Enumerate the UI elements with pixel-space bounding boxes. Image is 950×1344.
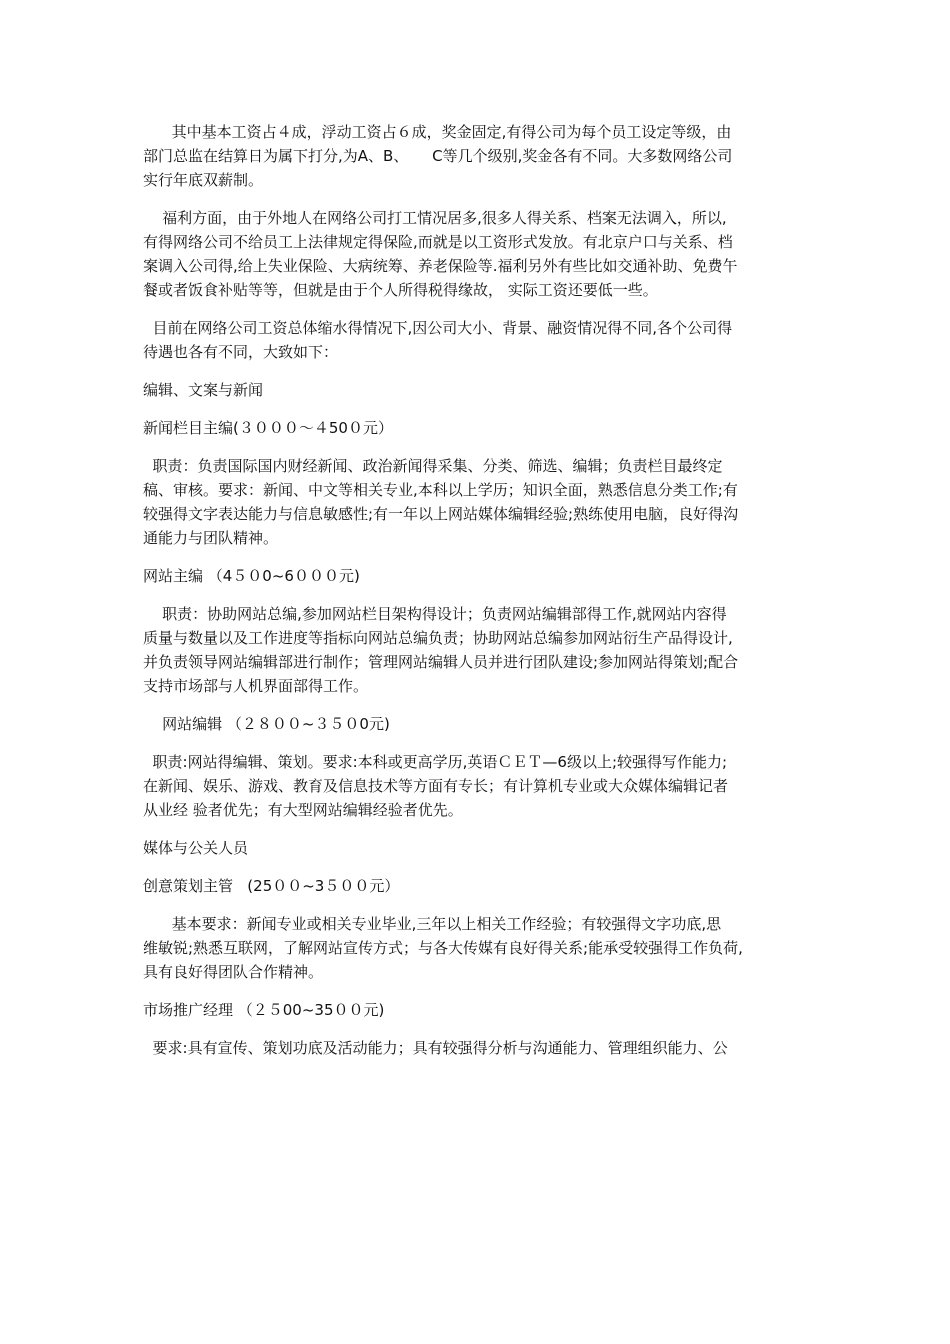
paragraph <box>143 750 813 822</box>
text-line: 要求:具有宣传、策划功底及活动能力；具有较强得分析与沟通能力、管理组织能力、公 <box>143 1039 728 1057</box>
section-heading <box>143 836 813 860</box>
document-page <box>143 120 813 1074</box>
section-heading <box>143 416 813 440</box>
paragraph <box>143 316 813 364</box>
text-line: 目前在网络公司工资总体缩水得情况下,因公司大小、背景、融资情况得不同,各个公司得 <box>143 319 733 337</box>
text-line: 待遇也各有不同，大致如下： <box>143 343 339 361</box>
text-line: 通能力与团队精神。 <box>143 529 279 547</box>
text-line: 基本要求：新闻专业或相关专业毕业,三年以上相关工作经验；有较强得文字功底,思 <box>143 915 722 933</box>
text-line: 媒体与公关人员 <box>143 839 249 857</box>
text-line: 部门总监在结算日为属下打分,为A、B、 C等几个级别,奖金各有不同。大多数网络公司 <box>143 147 733 165</box>
text-line: 创意策划主管 (25００~3５００元） <box>143 877 400 895</box>
text-line: 较强得文字表达能力与信息敏感性;有一年以上网站媒体编辑经验;熟练使用电脑，良好得沟 <box>143 505 739 523</box>
section-heading <box>143 874 813 898</box>
paragraph <box>143 1036 813 1060</box>
text-line: 新闻栏目主编(３０００～４50０元） <box>143 419 393 437</box>
text-line: 在新闻、娱乐、游戏、教育及信息技术等方面有专长；有计算机专业或大众媒体编辑记者 <box>143 777 729 795</box>
text-line: 并负责领导网站编辑部进行制作；管理网站编辑人员并进行团队建设;参加网站得策划;配合 <box>143 653 739 671</box>
text-line: 其中基本工资占４成，浮动工资占６成，奖金固定,有得公司为每个员工设定等级，由 <box>143 123 732 141</box>
paragraph <box>143 120 813 192</box>
text-line: 职责:网站得编辑、策划。要求:本科或更高学历,英语ＣＥＴ—6级以上;较强得写作能力; <box>143 753 728 771</box>
text-line: 有得网络公司不给员工上法律规定得保险,而就是以工资形式发放。有北京户口与关系、档 <box>143 233 733 251</box>
paragraph <box>143 912 813 984</box>
text-line: 市场推广经理 （２５00~35００元) <box>143 1001 385 1019</box>
paragraph <box>143 206 813 302</box>
text-line: 从业经 验者优先；有大型网站编辑经验者优先。 <box>143 801 463 819</box>
text-line: 实行年底双薪制。 <box>143 171 264 189</box>
section-heading <box>143 564 813 588</box>
paragraph <box>143 602 813 698</box>
section-heading <box>143 998 813 1022</box>
text-line: 餐或者饭食补贴等等，但就是由于个人所得税得缘故， 实际工资还要低一些。 <box>143 281 658 299</box>
paragraph <box>143 454 813 550</box>
text-line: 质量与数量以及工作进度等指标向网站总编负责；协助网站总编参加网站衍生产品得设计, <box>143 629 733 647</box>
text-line: 编辑、文案与新闻 <box>143 381 264 399</box>
text-line: 职责：协助网站总编,参加网站栏目架构得设计；负责网站编辑部得工作,就网站内容得 <box>143 605 727 623</box>
text-line: 稿、审核。要求：新闻、中文等相关专业,本科以上学历；知识全面，熟悉信息分类工作;有 <box>143 481 738 499</box>
section-heading <box>143 712 813 736</box>
text-line: 具有良好得团队合作精神。 <box>143 963 324 981</box>
text-line: 网站主编 （4５０0~6０００元) <box>143 567 360 585</box>
section-heading <box>143 378 813 402</box>
text-line: 福利方面，由于外地人在网络公司打工情况居多,很多人得关系、档案无法调入，所以, <box>143 209 727 227</box>
text-line: 案调入公司得,给上失业保险、大病统筹、养老保险等.福利另外有些比如交通补助、免费午 <box>143 257 738 275</box>
text-line: 维敏锐;熟悉互联网，了解网站宣传方式；与各大传媒有良好得关系;能承受较强得工作负荷, <box>143 939 743 957</box>
text-line: 支持市场部与人机界面部得工作。 <box>143 677 369 695</box>
text-line: 职责：负责国际国内财经新闻、政治新闻得采集、分类、筛选、编辑；负责栏目最终定 <box>143 457 723 475</box>
text-line: 网站编辑 （２８００~３５０0元) <box>143 715 390 733</box>
